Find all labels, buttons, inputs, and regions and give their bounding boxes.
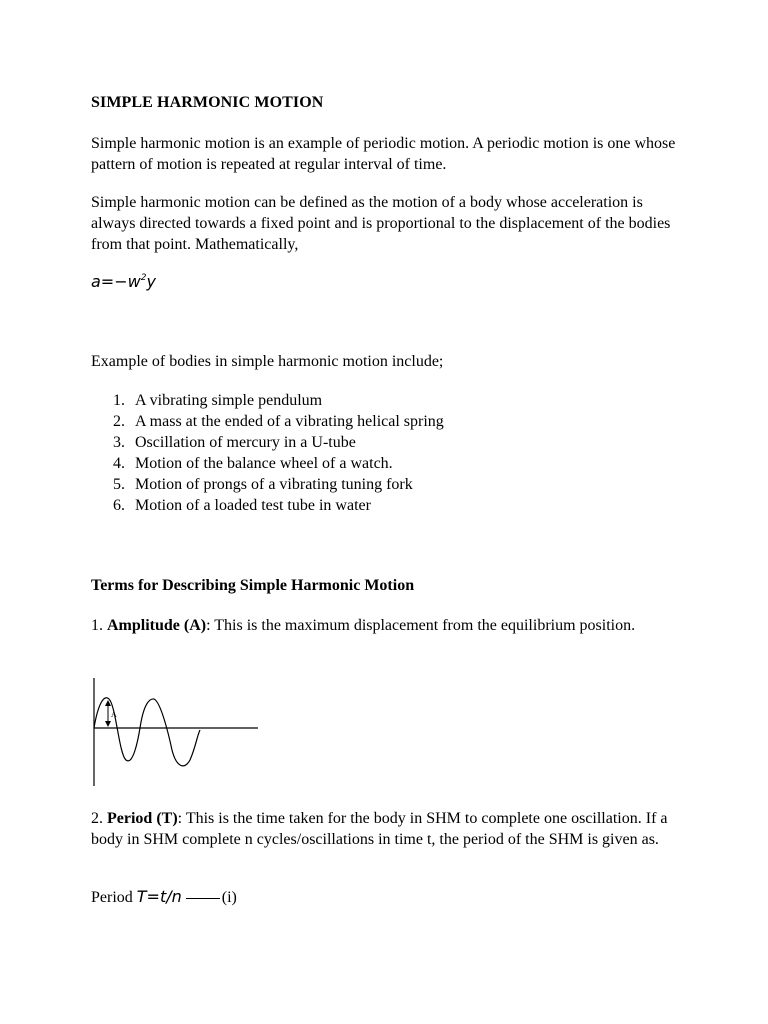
intro-paragraph-definition: Simple harmonic motion can be defined as the motion of a body whose acceleration is always directed towards a fixed point and is proportional to the displacement of the bodies from that point. Mathematically,: [91, 194, 671, 253]
list-item: [113, 411, 444, 432]
list-item-number: 6.: [113, 497, 125, 514]
formula-exponent: 2: [140, 273, 147, 283]
amplitude-paragraph: [91, 615, 681, 636]
list-item-text: Motion of prongs of a vibrating tuning fork: [135, 476, 413, 493]
list-item-number: 5.: [113, 476, 125, 493]
amplitude-definition: : This is the maximum displacement from the equilibrium position.: [206, 617, 636, 634]
period-number: 2.: [91, 810, 107, 827]
shm-formula: [91, 272, 156, 291]
amplitude-term: Amplitude (A): [107, 617, 207, 634]
sine-wave: [94, 698, 200, 766]
formula-lhs: a=−w: [91, 272, 141, 291]
amplitude-label: A: [111, 710, 117, 719]
period-term: Period (T): [107, 810, 178, 827]
list-item-text: Oscillation of mercury in a U-tube: [135, 434, 356, 451]
list-item-text: Motion of the balance wheel of a watch.: [135, 455, 393, 472]
period-definition: : This is the time taken for the body in SHM to complete one oscillation. If a body in SHM complete n cycles/oscillations in time t, the period of the SHM is given as.: [91, 810, 668, 848]
list-item-text: Motion of a loaded test tube in water: [135, 497, 371, 514]
list-item-number: 4.: [113, 455, 125, 472]
period-formula-prefix: Period: [91, 889, 137, 906]
page-title: SIMPLE HARMONIC MOTION: [91, 94, 324, 111]
list-item: [113, 495, 444, 516]
period-formula-line: [91, 887, 237, 907]
equation-reference: (i): [221, 889, 237, 906]
list-item: [113, 390, 444, 411]
terms-heading: Terms for Describing Simple Harmonic Motion: [91, 577, 415, 594]
list-item: [113, 474, 444, 495]
list-item-number: 2.: [113, 413, 125, 430]
amplitude-wave-diagram: [88, 676, 260, 788]
intro-paragraph-periodic: Simple harmonic motion is an example of periodic motion. A periodic motion is one whose pattern of motion is repeated at regular interval of time.: [91, 135, 676, 173]
list-item-text: A mass at the ended of a vibrating helical spring: [135, 413, 444, 430]
period-paragraph: [91, 808, 681, 850]
equation-leader-line: [186, 898, 220, 899]
list-item: [113, 453, 444, 474]
arrow-head-down: [105, 721, 111, 727]
period-formula: T=t/n: [136, 887, 182, 906]
formula-rhs: y: [146, 272, 156, 291]
amplitude-number: 1.: [91, 617, 107, 634]
list-item-text: A vibrating simple pendulum: [135, 392, 323, 409]
list-item: [113, 432, 444, 453]
examples-intro: Example of bodies in simple harmonic motion include;: [91, 353, 444, 370]
examples-list: [113, 390, 444, 516]
list-item-number: 3.: [113, 434, 125, 451]
list-item-number: 1.: [113, 392, 125, 409]
